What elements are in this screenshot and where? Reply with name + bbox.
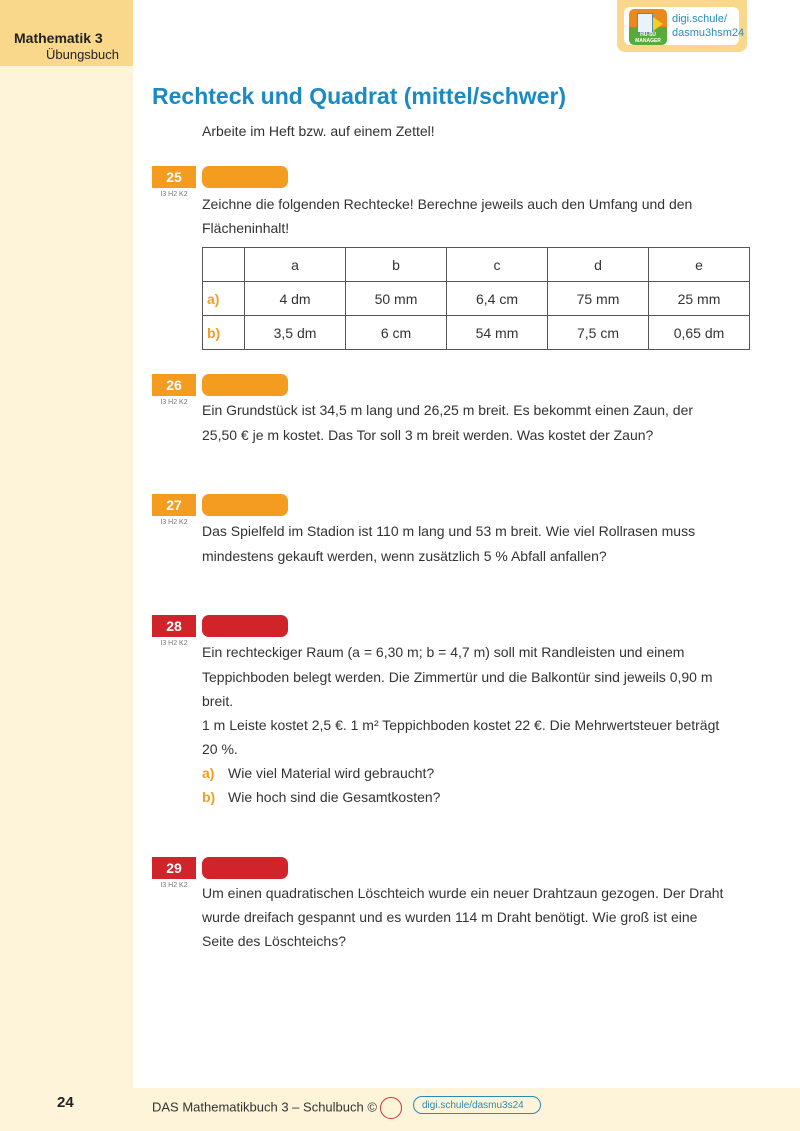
task-text: Ein rechteckiger Raum (a = 6,30 m; b = 4,7 m) soll mit Randleisten und einem bbox=[202, 644, 685, 660]
intro-text: Arbeite im Heft bzw. auf einem Zettel! bbox=[202, 123, 435, 139]
difficulty-pill bbox=[202, 374, 288, 396]
table-header-row: a b c d e bbox=[203, 248, 750, 282]
page-title: Rechteck und Quadrat (mittel/schwer) bbox=[152, 83, 567, 109]
page-number: 24 bbox=[57, 1094, 74, 1111]
difficulty-pill bbox=[202, 494, 288, 516]
task-text: 20 %. bbox=[202, 741, 238, 757]
table-row: b) 3,5 dm 6 cm 54 mm 7,5 cm 0,65 dm bbox=[203, 316, 750, 350]
task-number: 26 bbox=[152, 374, 196, 396]
hu-su-manager-icon: HÜ-SÜ MANAGER bbox=[629, 9, 667, 45]
task-text: Ein Grundstück ist 34,5 m lang und 26,25 m breit. Es bekommt einen Zaun, der bbox=[202, 402, 694, 418]
task-text: 25,50 € je m kostet. Das Tor soll 3 m breit werden. Was kostet der Zaun? bbox=[202, 427, 654, 443]
subtask-a: a) Wie viel Material wird gebraucht? bbox=[202, 765, 435, 781]
task-text: Das Spielfeld im Stadion ist 110 m lang und 53 m breit. Wie viel Rollrasen muss bbox=[202, 523, 696, 539]
task-codes: I3 H2 K2 bbox=[160, 191, 188, 198]
task-number: 27 bbox=[152, 494, 196, 516]
publisher-seal-icon bbox=[380, 1097, 402, 1119]
task-codes: I3 H2 K2 bbox=[160, 640, 188, 647]
difficulty-pill bbox=[202, 615, 288, 637]
task-text: Zeichne die folgenden Rechtecke! Berechne jeweils auch den Umfang und den bbox=[202, 196, 693, 212]
task-text: 1 m Leiste kostet 2,5 €. 1 m² Teppichboden kostet 22 €. Die Mehrwertsteuer beträgt bbox=[202, 717, 720, 733]
digital-link-badge[interactable] bbox=[617, 0, 747, 52]
task-text: wurde dreifach gespannt und es wurden 114 m Draht benötigt. Wie groß ist eine bbox=[202, 909, 698, 925]
task-codes: I3 H2 K2 bbox=[160, 882, 188, 889]
task-text: mindestens gekauft werden, wenn zusätzlich 5 % Abfall anfallen? bbox=[202, 548, 607, 564]
book-subtitle: Übungsbuch bbox=[46, 47, 119, 62]
task-number: 28 bbox=[152, 615, 196, 637]
task-text: Flächeninhalt! bbox=[202, 220, 290, 236]
footer-text: DAS Mathematikbuch 3 – Schulbuch © bbox=[152, 1097, 402, 1119]
subtask-b: b) Wie hoch sind die Gesamtkosten? bbox=[202, 789, 441, 805]
difficulty-pill bbox=[202, 166, 288, 188]
task-number: 25 bbox=[152, 166, 196, 188]
book-header bbox=[0, 0, 133, 66]
task-text: Seite des Löschteichs? bbox=[202, 933, 346, 949]
task-text: breit. bbox=[202, 693, 234, 709]
task-codes: I3 H2 K2 bbox=[160, 519, 188, 526]
table-row: a) 4 dm 50 mm 6,4 cm 75 mm 25 mm bbox=[203, 282, 750, 316]
book-title: Mathematik 3 bbox=[14, 30, 103, 46]
footer-link[interactable]: digi.schule/dasmu3s24 bbox=[413, 1096, 541, 1114]
difficulty-pill bbox=[202, 857, 288, 879]
task-text: Um einen quadratischen Löschteich wurde ein neuer Drahtzaun gezogen. Der Draht bbox=[202, 885, 724, 901]
task-text: Teppichboden belegt werden. Die Zimmertür und die Balkontür sind jeweils 0,90 m bbox=[202, 669, 713, 685]
task-number: 29 bbox=[152, 857, 196, 879]
digital-link[interactable]: digi.schule/ dasmu3hsm24 bbox=[672, 13, 745, 39]
rectangles-table bbox=[202, 247, 750, 350]
task-codes: I3 H2 K2 bbox=[160, 399, 188, 406]
